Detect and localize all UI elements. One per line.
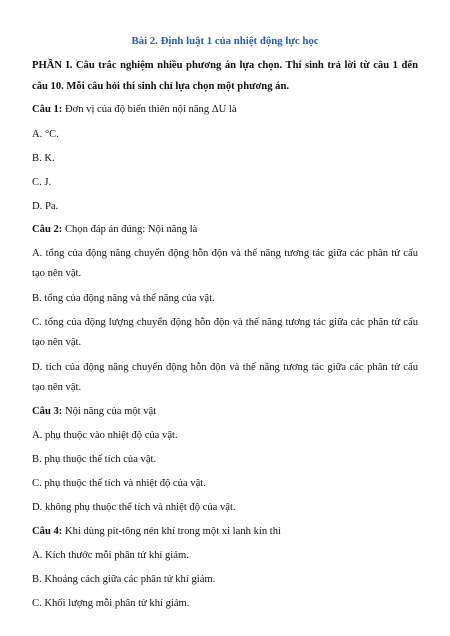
question-3-option-d: D. không phụ thuộc thể tích và nhiệt độ của vật. — [32, 502, 236, 513]
question-1 — [32, 103, 237, 116]
question-4 — [32, 525, 281, 538]
question-3 — [32, 405, 156, 418]
question-3-option-b: B. phụ thuộc thể tích của vật. — [32, 454, 157, 465]
question-2-option-d-line-1: D. tích của động năng chuyển động hỗn độn và thế năng tương tác giữa các phân tử cấu — [32, 362, 418, 373]
question-2-option-a-line-1: A. tổng của động năng chuyển động hỗn độn và thế năng tương tác giữa các phân tử cấu — [32, 248, 418, 259]
question-1-text: Đơn vị của độ biến thiên nội năng ΔU là — [62, 104, 237, 115]
question-2-label: Câu 2: — [32, 224, 63, 235]
question-1-label: Câu 1: — [32, 104, 63, 115]
question-1-option-c: C. J. — [32, 177, 52, 188]
question-2-option-b: B. tổng của động năng và thế năng của vật. — [32, 293, 215, 304]
part-heading-line-1: PHẦN I. Câu trắc nghiệm nhiều phương án lựa chọn. Thí sinh trả lời từ câu 1 đến — [32, 60, 418, 71]
question-3-text: Nội năng của một vật — [62, 406, 157, 417]
question-4-option-b: B. Khoảng cách giữa các phân tử khí giảm. — [32, 574, 216, 585]
question-3-option-c: C. phụ thuộc thể tích và nhiệt độ của vật. — [32, 478, 206, 489]
question-1-option-a: A. °C. — [32, 129, 59, 140]
question-1-option-d: D. Pa. — [32, 201, 59, 212]
question-4-option-a: A. Kích thước mỗi phân tử khí giảm. — [32, 550, 189, 561]
part-heading-line-2: câu 10. Mỗi câu hỏi thí sinh chỉ lựa chọn một phương án. — [32, 81, 289, 92]
document-title: Bài 2. Định luật 1 của nhiệt động lực học — [131, 35, 319, 47]
question-2-option-c-line-2: tạo nên vật. — [32, 337, 82, 348]
question-2-option-a-line-2: tạo nên vật. — [32, 268, 82, 279]
question-2-option-c-line-1: C. tổng của động lượng chuyển động hỗn độn và thế năng tương tác giữa các phân tử cấu — [32, 317, 418, 328]
question-1-option-b: B. K. — [32, 153, 55, 164]
question-4-text: Khi dùng pít-tông nén khí trong một xi lanh kín thì — [62, 526, 281, 537]
question-4-label: Câu 4: — [32, 526, 63, 537]
question-2 — [32, 223, 197, 236]
question-3-option-a: A. phụ thuộc vào nhiệt độ của vật. — [32, 430, 178, 441]
question-3-label: Câu 3: — [32, 406, 63, 417]
question-4-option-c: C. Khối lượng mỗi phân tử khí giảm. — [32, 598, 190, 609]
question-2-text: Chọn đáp án đúng: Nội năng là — [62, 224, 198, 235]
question-2-option-d-line-2: tạo nên vật. — [32, 382, 82, 393]
